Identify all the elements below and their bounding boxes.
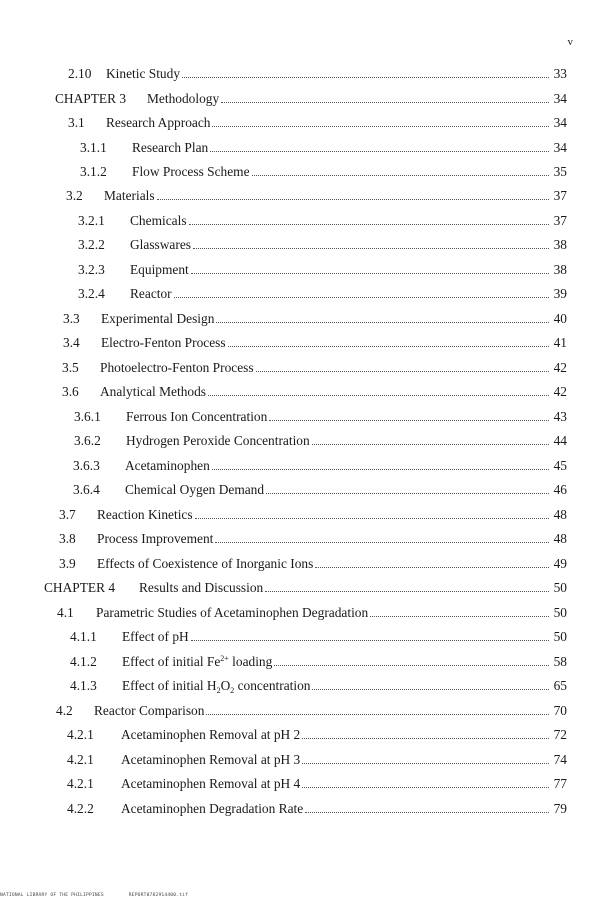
toc-entry-page: 38: [553, 262, 567, 277]
subscript: 2: [216, 686, 221, 695]
toc-entry-number: 3.1.1: [80, 140, 107, 155]
toc-entry: [59, 556, 567, 572]
dot-leader: [210, 140, 549, 152]
toc-entry-number: CHAPTER 4: [44, 580, 116, 595]
toc-entry: [78, 213, 567, 229]
toc-entry-page: 77: [553, 776, 567, 791]
toc-entry-page: 45: [553, 458, 567, 473]
toc-entry-number: 3.1: [68, 115, 85, 130]
toc-entry: [66, 188, 567, 204]
toc-entry: [74, 409, 567, 425]
toc-entry-number: 4.1.1: [70, 629, 97, 644]
toc-entry-page: 58: [553, 654, 567, 669]
toc-entry: [68, 115, 567, 131]
dot-leader: [212, 115, 549, 127]
dot-leader: [206, 703, 549, 715]
toc-entry-number: 3.6.3: [73, 458, 100, 473]
toc-entry-title: Acetaminophen: [125, 458, 210, 473]
toc-entry: [59, 531, 567, 547]
toc-entry-page: 39: [553, 286, 567, 301]
dot-leader: [193, 237, 549, 249]
toc-entry-page: 74: [553, 752, 567, 767]
toc-entry-page: 34: [553, 140, 567, 155]
toc-entry-page: 37: [553, 213, 567, 228]
dot-leader: [215, 531, 549, 543]
toc-entry: [73, 482, 567, 498]
toc-entry: [70, 629, 567, 645]
toc-entry-number: 3.5: [62, 360, 79, 375]
page-number: v: [567, 36, 573, 48]
toc-entry-page: 50: [553, 605, 567, 620]
toc-entry: [67, 727, 567, 743]
toc-entry-number: 4.2.1: [67, 727, 94, 742]
toc-entry-page: 79: [553, 801, 567, 816]
toc-entry-page: 46: [553, 482, 567, 497]
toc-entry-title: Research Approach: [106, 115, 211, 130]
toc-entry-title: Acetaminophen Removal at pH 4: [121, 776, 301, 791]
toc-entry-title: Effects of Coexistence of Inorganic Ions: [97, 556, 314, 571]
toc-entry-title: Equipment: [130, 262, 189, 277]
toc-entry-number: 3.6.1: [74, 409, 101, 424]
toc-entry-title: Reactor Comparison: [94, 703, 205, 718]
toc-entry-title: Chemicals: [130, 213, 187, 228]
dot-leader: [305, 801, 549, 813]
dot-leader: [274, 654, 549, 666]
toc-entry-page: 50: [553, 629, 567, 644]
toc-entry: [78, 286, 567, 302]
toc-entry-title: Experimental Design: [101, 311, 215, 326]
toc-entry-title: Effect of initial $H_2O_2$ concentration: [122, 678, 311, 695]
footer-library-name: NATIONAL LIBRARY OF THE PHILIPPINES: [0, 893, 104, 898]
dot-leader: [208, 384, 549, 396]
toc-entry-number: 3.2.1: [78, 213, 105, 228]
toc-entry-page: 35: [553, 164, 567, 179]
toc-entry-title: Process Improvement: [97, 531, 214, 546]
toc-entry-page: 37: [553, 188, 567, 203]
toc-entry-page: 72: [553, 727, 567, 742]
toc-entry: [78, 262, 567, 278]
dot-leader: [252, 164, 549, 176]
toc-entry-number: 3.8: [59, 531, 76, 546]
toc-entry-number: 3.2.2: [78, 237, 105, 252]
toc-entry-page: 43: [553, 409, 567, 424]
toc-entry-title: Acetaminophen Removal at pH 3: [121, 752, 301, 767]
toc-entry-page: 49: [553, 556, 567, 571]
toc-entry-title: Photoelectro-Fenton Process: [100, 360, 254, 375]
toc-entry: [74, 433, 567, 449]
dot-leader: [265, 580, 549, 592]
dot-leader: [191, 629, 549, 641]
dot-leader: [212, 458, 549, 470]
toc-entry: [63, 335, 567, 351]
toc-entry: [78, 237, 567, 253]
toc-entry-page: 70: [553, 703, 567, 718]
dot-leader: [191, 262, 549, 274]
scan-footer: [0, 893, 210, 898]
dot-leader: [216, 311, 549, 323]
toc-entry-chapter: [44, 580, 567, 596]
toc-entry-number: 4.2.2: [67, 801, 94, 816]
dot-leader: [195, 507, 549, 519]
toc-entry-page: 42: [553, 384, 567, 399]
toc-entry-number: 4.1: [57, 605, 74, 620]
toc-entry: [67, 776, 567, 792]
toc-entry-number: 3.6.2: [74, 433, 101, 448]
toc-entry-page: 33: [553, 66, 567, 81]
toc-entry-number: 3.6.4: [73, 482, 100, 497]
toc-entry-page: 65: [553, 678, 567, 693]
toc-entry: [62, 360, 567, 376]
dot-leader: [266, 482, 549, 494]
toc-entry: [70, 654, 567, 670]
toc-entry-title: Research Plan: [132, 140, 209, 155]
toc-entry-title: Kinetic Study: [106, 66, 181, 81]
toc-entry: [56, 703, 567, 719]
toc-entry: [80, 164, 567, 180]
toc-entry-number: 4.1.2: [70, 654, 97, 669]
superscript: 2+: [220, 654, 229, 663]
toc-entry-number: 4.1.3: [70, 678, 97, 693]
toc-entry-number: 4.2.1: [67, 752, 94, 767]
dot-leader: [182, 66, 549, 78]
dot-leader: [312, 433, 549, 445]
toc-entry-title: Electro-Fenton Process: [101, 335, 226, 350]
dot-leader: [302, 752, 549, 764]
toc-entry-title: Reactor: [130, 286, 172, 301]
toc-entry-page: 50: [553, 580, 567, 595]
toc-entry-title: Results and Discussion: [139, 580, 264, 595]
toc-entry-number: 3.7: [59, 507, 76, 522]
toc-entry-number: 3.6: [62, 384, 79, 399]
toc-entry-page: 44: [553, 433, 567, 448]
toc-entry-title: Hydrogen Peroxide Concentration: [126, 433, 310, 448]
toc-entry-page: 34: [553, 91, 567, 106]
toc-entry-number: 3.4: [63, 335, 80, 350]
toc-entry-page: 48: [553, 507, 567, 522]
toc-entry: [67, 752, 567, 768]
toc-entry: [63, 311, 567, 327]
toc-entry-title: Acetaminophen Degradation Rate: [121, 801, 304, 816]
dot-leader: [174, 286, 549, 298]
toc-entry-page: 41: [553, 335, 567, 350]
toc-entry-page: 34: [553, 115, 567, 130]
toc-entry-title: Methodology: [147, 91, 220, 106]
toc-entry-number: 3.2.3: [78, 262, 105, 277]
dot-leader: [302, 727, 549, 739]
toc-entry-number: 2.10: [68, 66, 92, 81]
dot-leader: [221, 91, 549, 103]
toc-entry-number: CHAPTER 3: [55, 91, 127, 106]
toc-entry: [68, 66, 567, 82]
dot-leader: [157, 188, 549, 200]
toc-entry-title: Glasswares: [130, 237, 191, 252]
toc-entry: [70, 678, 567, 694]
toc-entry-chapter: [55, 91, 567, 107]
dot-leader: [312, 678, 549, 690]
subscript: 2: [230, 686, 235, 695]
toc-entry-number: 3.9: [59, 556, 76, 571]
toc-entry: [57, 605, 567, 621]
footer-file-name: REPORT0782914400.tif: [128, 893, 189, 898]
toc-entry-title: Ferrous Ion Concentration: [126, 409, 268, 424]
toc-entry-page: 38: [553, 237, 567, 252]
toc-entry-number: 3.3: [63, 311, 80, 326]
dot-leader: [370, 605, 549, 617]
dot-leader: [256, 360, 549, 372]
toc-entry-title: Parametric Studies of Acetaminophen Degradation: [96, 605, 369, 620]
toc-entry-title: Analytical Methods: [100, 384, 206, 399]
toc-entry-title: Effect of pH: [122, 629, 189, 644]
toc-entry-page: 42: [553, 360, 567, 375]
toc-entry: [62, 384, 567, 400]
toc-entry-number: 4.2.1: [67, 776, 94, 791]
toc-entry: [67, 801, 567, 817]
dot-leader: [189, 213, 549, 225]
toc-entry-page: 48: [553, 531, 567, 546]
toc-entry: [80, 140, 567, 156]
toc-entry: [73, 458, 567, 474]
toc-entry-title: Flow Process Scheme: [132, 164, 250, 179]
toc-entry-title: Chemical Oygen Demand: [125, 482, 265, 497]
toc-entry-number: 3.2: [66, 188, 83, 203]
toc-entry-title: Materials: [104, 188, 155, 203]
dot-leader: [269, 409, 549, 421]
toc-entry-title: Acetaminophen Removal at pH 2: [121, 727, 301, 742]
toc-entry-title: Effect of initial $Fe^{2+}$ loading: [122, 654, 273, 669]
dot-leader: [228, 335, 549, 347]
dot-leader: [302, 776, 549, 788]
toc-entry: [59, 507, 567, 523]
toc-entry-title: Reaction Kinetics: [97, 507, 193, 522]
toc-entry-number: 3.1.2: [80, 164, 107, 179]
toc-entry-number: 3.2.4: [78, 286, 105, 301]
dot-leader: [315, 556, 549, 568]
toc-entry-number: 4.2: [56, 703, 73, 718]
toc-entry-page: 40: [553, 311, 567, 326]
